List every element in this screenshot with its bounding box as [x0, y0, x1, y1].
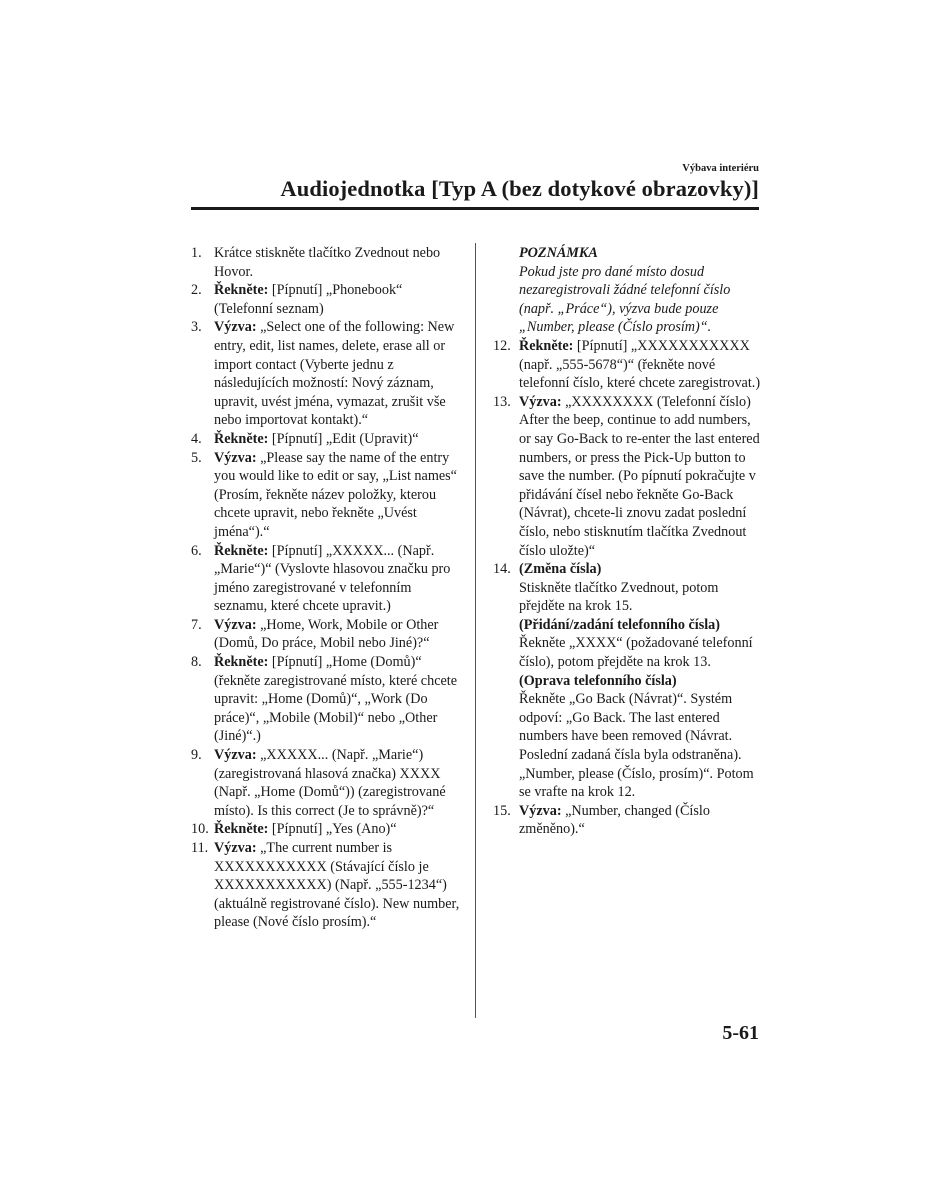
step-number: 2. — [191, 282, 202, 299]
step-9 — [191, 746, 461, 820]
step-number: 1. — [191, 245, 202, 261]
step-text: [Pípnutí] „Yes (Ano)“ — [268, 821, 397, 838]
step-number: 11. — [191, 840, 209, 856]
step-text: „XXXXXXXX (Telefonní číslo) After the beep, continue to add numbers, or say Go-Back to re-enter the last entered numbers, or press the Pick-Up button to save the number. (Po pípnutí pokračujte v přidávání čísel nebo řekněte Go-Back (Návrat), chcete-li znovu zadat poslední číslo, nebo stisknutím tlačítka Zvednout číslo uložte)“ — [519, 393, 760, 559]
step-10 — [191, 820, 461, 839]
step-6 — [191, 542, 461, 616]
step-text: Krátce stiskněte tlačítko Zvednout nebo Hovor. — [214, 245, 441, 280]
step-label: Výzva: — [214, 449, 257, 466]
step-7 — [191, 616, 461, 653]
step-text: „Please say the name of the entry you would like to edit or say, „List names“ (Prosím, řekněte název položky, kterou chcete upravit, nebo řekněte „Uvést jména“).“ — [214, 449, 457, 540]
step-number: 12. — [493, 337, 511, 354]
step-text: [Pípnutí] „Phonebook“ (Telefonní seznam) — [214, 282, 403, 317]
title-rule — [191, 207, 759, 210]
step-number: 9. — [191, 747, 202, 764]
step-number: 8. — [191, 654, 202, 671]
page-title: Audiojednotka [Typ A (bez dotykové obrazovky)] — [280, 176, 759, 201]
step-number: 14. — [493, 561, 511, 578]
step-11 — [191, 839, 461, 932]
right-column — [493, 244, 765, 839]
step-4 — [191, 430, 461, 449]
page-number: 5-61 — [722, 1022, 759, 1044]
note-heading: POZNÁMKA — [519, 245, 598, 261]
step-label: Řekněte: — [214, 430, 269, 447]
step-label: Řekněte: — [214, 282, 269, 299]
step-text: [Pípnutí] „Home (Domů)“ (řekněte zaregistrované místo, které chcete upravit: „Home (Domů)“, „Work (Do práce)“, „Mobile (Mobil)“ nebo „Other (Jiné)“.) — [214, 654, 458, 745]
subheading-add-number: (Přidání/zadání telefonního čísla) — [519, 616, 720, 633]
step-text: „XXXXX... (Např. „Marie“) (zaregistrovaná hlasová značka) XXXX (Např. „Home (Domů“)) (zaregistrované místo). Is this correct (Je to správně)?“ — [214, 747, 446, 819]
step-label: Výzva: — [214, 616, 257, 633]
subtext-add-number: Řekněte „XXXX“ (požadované telefonní číslo), potom přejděte na krok 13. — [519, 635, 753, 671]
step-2 — [191, 281, 461, 318]
section-label: Výbava interiéru — [682, 163, 759, 174]
step-text: „Number, changed (Číslo změněno).“ — [519, 802, 710, 838]
step-label: Výzva: — [214, 840, 257, 856]
step-14 — [493, 560, 765, 802]
step-label: Řekněte: — [519, 337, 574, 354]
step-label: Řekněte: — [214, 542, 269, 559]
subtext-change-number: Stiskněte tlačítko Zvednout, potom přejděte na krok 15. — [519, 579, 719, 615]
step-text: „Select one of the following: New entry, edit, list names, delete, erase all or import contact (Vyberte jednu z následujících možností: Nový záznam, upravit, uvést jména, vymazat, zrušit vše nebo importovat kontakt).“ — [214, 319, 455, 429]
step-text: [Pípnutí] „Edit (Upravit)“ — [268, 430, 419, 447]
step-8 — [191, 653, 461, 746]
subtext-correct-number: Řekněte „Go Back (Návrat)“. Systém odpoví: „Go Back. The last entered numbers have been removed (Návrat. Poslední zadaná čísla byla odstraněna). „Number, please (Číslo, prosím)“. Potom se vrafte na krok 12. — [519, 691, 754, 801]
step-label: Řekněte: — [214, 654, 269, 671]
left-column — [191, 244, 461, 932]
step-number: 15. — [493, 802, 511, 819]
step-label: Řekněte: — [214, 821, 269, 838]
step-label: Výzva: — [214, 747, 257, 764]
step-text: „Home, Work, Mobile or Other (Domů, Do práce, Mobil nebo Jiné)?“ — [214, 616, 439, 652]
step-text: „The current number is XXXXXXXXXXX (Stávající číslo je XXXXXXXXXXX) (Např. „555-1234“) (aktuálně registrované číslo). New number, please (Nové číslo prosím).“ — [214, 840, 460, 931]
step-number: 5. — [191, 449, 202, 466]
step-number: 4. — [191, 430, 202, 447]
step-label: Výzva: — [519, 802, 562, 819]
step-13 — [493, 393, 765, 560]
step-number: 3. — [191, 319, 202, 336]
step-12 — [493, 337, 765, 393]
step-label: Výzva: — [214, 319, 257, 336]
step-15 — [493, 802, 765, 839]
step-text: [Pípnutí] „XXXXX... (Např. „Marie“)“ (Vyslovte hlasovou značku pro jméno zaregistrované v telefonním seznamu, které chcete upravit.) — [214, 542, 451, 615]
subheading-change-number: (Změna čísla) — [519, 561, 602, 578]
column-divider — [475, 243, 476, 1018]
step-3 — [191, 318, 461, 430]
step-number: 6. — [191, 542, 202, 559]
note-text: Pokud jste pro dané místo dosud nezaregistrovali žádné telefonní číslo (např. „Práce“), výzva bude pouze „Number, please (Číslo prosím)“. — [519, 263, 731, 336]
subheading-correct-number: (Oprava telefonního čísla) — [519, 672, 677, 689]
step-number: 7. — [191, 616, 202, 633]
step-5 — [191, 449, 461, 542]
step-number: 13. — [493, 393, 511, 410]
step-1 — [191, 244, 461, 281]
step-number: 10. — [191, 821, 209, 838]
step-label: Výzva: — [519, 393, 562, 410]
step-text: [Pípnutí] „XXXXXXXXXXX (např. „555-5678“)“ (řekněte nové telefonní číslo, které chcete zaregistrovat.) — [519, 337, 761, 392]
